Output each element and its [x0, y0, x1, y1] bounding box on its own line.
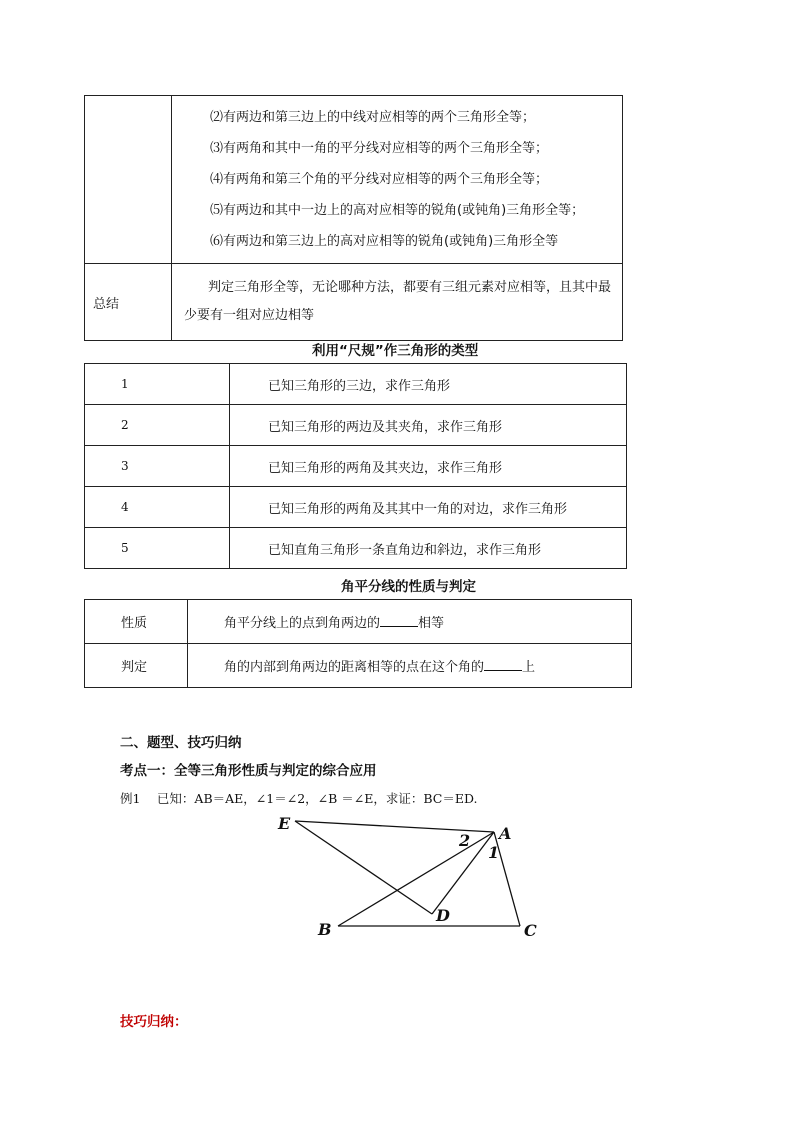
table-row	[85, 405, 627, 446]
row-text: 已知三角形的两角及其其中一角的对边，求作三角形	[230, 487, 627, 528]
bisector-table-caption: 角平分线的性质与判定	[341, 579, 476, 595]
segment-ED	[295, 821, 432, 914]
congruence-table	[84, 95, 623, 341]
section-title: 二、题型、技巧归纳	[120, 735, 242, 751]
table-row	[85, 600, 632, 644]
row-text: 已知三角形的两边及其夹角，求作三角形	[230, 405, 627, 446]
fill-blank[interactable]	[484, 656, 522, 671]
table-row	[85, 446, 627, 487]
triangle-figure	[270, 805, 550, 945]
row-label: 判定	[85, 644, 188, 688]
row-label: 性质	[85, 600, 188, 644]
label-D: D	[436, 906, 450, 925]
property-cell	[188, 600, 632, 644]
row-text: 已知三角形的两角及其夹边，求作三角形	[230, 446, 627, 487]
row-text: 已知直角三角形一条直角边和斜边，求作三角形	[230, 528, 627, 569]
skill-summary-title: 技巧归纳：	[120, 1014, 188, 1030]
row-number: 2	[85, 405, 230, 446]
congruence-rules-cell	[172, 96, 623, 264]
text-before-blank: 角平分线上的点到角两边的	[224, 616, 381, 631]
label-A: A	[499, 824, 512, 843]
angle-label-1: 1	[488, 843, 500, 862]
row-number: 1	[85, 364, 230, 405]
text-after-blank: 上	[522, 660, 536, 675]
label-B: B	[318, 920, 332, 939]
angle-label-2: 2	[459, 831, 471, 850]
construction-table-caption: 利用“尺规”作三角形的类型	[312, 343, 479, 359]
label-C: C	[524, 921, 537, 940]
row-number: 4	[85, 487, 230, 528]
table-row	[85, 528, 627, 569]
rule-line: ⑷有两角和第三个角的平分线对应相等的两个三角形全等；	[210, 172, 549, 187]
text-before-blank: 角的内部到角两边的距离相等的点在这个角的	[224, 660, 485, 675]
fill-blank[interactable]	[380, 612, 418, 627]
segment-BA	[338, 832, 494, 926]
rule-line: ⑸有两边和其中一边上的高对应相等的锐角(或钝角)三角形全等；	[210, 203, 585, 218]
table-row	[85, 364, 627, 405]
summary-cell	[172, 264, 623, 341]
table-row	[85, 264, 623, 341]
row-label	[85, 96, 172, 264]
rule-line: ⑹有两边和第三边上的高对应相等的锐角(或钝角)三角形全等	[210, 234, 559, 249]
summary-text: 判定三角形全等，无论哪种方法，都要有三组元素对应相等，且其中最少要有一组对应边相等	[184, 280, 612, 323]
rule-line: ⑵有两边和第三边上的中线对应相等的两个三角形全等；	[210, 110, 536, 125]
table-row	[85, 644, 632, 688]
row-text: 已知三角形的三边，求作三角形	[230, 364, 627, 405]
row-label: 总结	[85, 264, 172, 341]
text-after-blank: 相等	[418, 616, 445, 631]
example-statement: 例1 已知：AB＝AE，∠1＝∠2，∠B ＝∠E，求证：BC＝ED.	[120, 791, 478, 806]
table-row	[85, 96, 623, 264]
bisector-table	[84, 599, 632, 688]
row-number: 3	[85, 446, 230, 487]
criterion-cell	[188, 644, 632, 688]
construction-table	[84, 363, 627, 569]
rule-line: ⑶有两角和其中一角的平分线对应相等的两个三角形全等；	[210, 141, 549, 156]
topic-title: 考点一：全等三角形性质与判定的综合应用	[120, 763, 377, 779]
table-row	[85, 487, 627, 528]
label-E: E	[278, 814, 291, 833]
row-number: 5	[85, 528, 230, 569]
